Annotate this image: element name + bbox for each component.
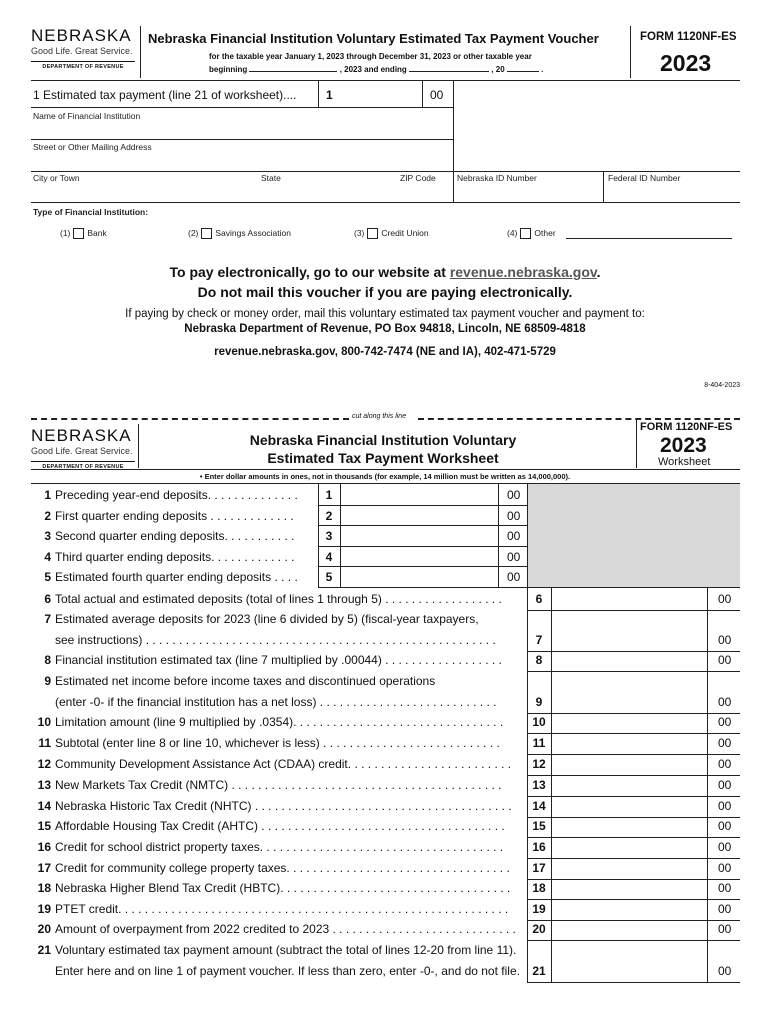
line-cents: 00 [718, 819, 732, 833]
line-text: Amount of overpayment from 2022 credited to 2023 . . . . . . . . . . . . . . . . . . . . . . . . . . . . [55, 922, 516, 936]
line-21-amount-field[interactable] [553, 961, 705, 979]
line-number: 16 [37, 840, 51, 854]
line-text: Voluntary estimated tax payment amount (subtract the total of lines 12-20 from line 11). [55, 943, 517, 957]
line-17-amount-field[interactable] [553, 858, 705, 876]
line-12-amount-field[interactable] [553, 754, 705, 772]
line-text: Total actual and estimated deposits (total of lines 1 through 5) . . . . . . . . . . . . . . . . . . [55, 592, 502, 606]
line-number: 1 [44, 488, 51, 502]
line-box-number: 14 [532, 799, 546, 813]
line-number: 20 [37, 922, 51, 936]
mail-address: Nebraska Department of Revenue, PO Box 94818, Lincoln, NE 68509-4818 [184, 323, 586, 335]
logo [31, 26, 135, 70]
worksheet-line-5 [33, 570, 298, 584]
contact-info: revenue.nebraska.gov, 800-742-7474 (NE and IA), 402-471-5729 [214, 346, 556, 358]
checkbox-credit-union[interactable] [367, 228, 378, 239]
worksheet-line-10 [33, 715, 503, 729]
line-15-amount-field[interactable] [553, 816, 705, 834]
worksheet-title-2: Estimated Tax Payment Worksheet [267, 450, 499, 466]
line-box-number: 21 [532, 964, 546, 978]
worksheet-sub: Worksheet [658, 456, 711, 468]
line-16-amount-field[interactable] [553, 837, 705, 855]
line-cents: 00 [718, 922, 732, 936]
line-text-cont: see instructions) . . . . . . . . . . . . . . . . . . . . . . . . . . . . . . . . . . . . . . . . . . . . . . . . . . . . . [55, 633, 496, 647]
line-text: Preceding year-end deposits. . . . . . . . . . . . . . [55, 488, 298, 502]
line-text: Nebraska Higher Blend Tax Credit (HBTC). . . . . . . . . . . . . . . . . . . . . . . . . . . . . . . . . . . [55, 881, 511, 895]
revenue-link[interactable]: revenue.nebraska.gov [449, 264, 597, 280]
line-4-amount-field[interactable] [342, 547, 496, 565]
line-box-number: 3 [325, 529, 333, 543]
logo-tagline: Good Life. Great Service. [31, 46, 133, 56]
worksheet-line-6 [33, 592, 502, 606]
line-box-number: 2 [325, 509, 333, 523]
street-label: Street or Other Mailing Address [33, 142, 152, 152]
line-text: Subtotal (enter line 8 or line 10, whichever is less) . . . . . . . . . . . . . . . . . . . . . . . . . . . [55, 736, 500, 750]
worksheet-line-1 [33, 488, 298, 502]
worksheet-note: • Enter dollar amounts in ones, not in thousands (for example, 14 million must be written as 14,000,000). [199, 472, 571, 481]
worksheet-line-3 [33, 529, 294, 543]
line-box-number: 6 [535, 592, 543, 606]
worksheet-logo [31, 426, 135, 470]
line-text: Financial institution estimated tax (line 7 multiplied by .00044) . . . . . . . . . . . . . . . . . . [55, 653, 502, 667]
line-box-number: 8 [535, 653, 543, 667]
line-box-number: 15 [532, 819, 546, 833]
voucher-year: 2023 [660, 50, 712, 76]
line-number: 12 [37, 757, 51, 771]
fedid-field[interactable] [608, 184, 738, 200]
city-label: City or Town [33, 173, 80, 183]
line-cents: 00 [718, 715, 732, 729]
name-field[interactable] [33, 122, 451, 138]
line-cents: 00 [507, 509, 521, 523]
worksheet-line-18 [33, 881, 510, 895]
line-cents: 00 [718, 799, 732, 813]
line-number: 19 [37, 902, 51, 916]
voucher-dates: beginning , 2023 and ending , 20 . [209, 65, 544, 74]
checkbox-other[interactable] [520, 228, 531, 239]
line-20-amount-field[interactable] [553, 919, 705, 937]
line-box-number: 17 [532, 861, 546, 875]
line-text: Limitation amount (line 9 multiplied by .0354). . . . . . . . . . . . . . . . . . . . . . . . . . . . . . . . [55, 715, 504, 729]
other-field[interactable] [566, 238, 732, 239]
neid-field[interactable] [457, 184, 599, 200]
line-number: 7 [44, 612, 51, 626]
line-number: 8 [44, 653, 51, 667]
type-credit-union[interactable]: (3) Credit Union [354, 228, 429, 238]
line-number: 14 [37, 799, 51, 813]
line-14-amount-field[interactable] [553, 796, 705, 814]
voucher-form-id: FORM 1120NF-ES [640, 31, 737, 43]
line-box-number: 18 [532, 881, 546, 895]
line-box-number: 19 [532, 902, 546, 916]
end-date-field[interactable] [409, 71, 489, 72]
line-text-cont: (enter -0- if the financial institution has a net loss) . . . . . . . . . . . . . . . . . . . . . . . . . . . [55, 695, 497, 709]
line-cents: 00 [507, 529, 521, 543]
epay-warning: Do not mail this voucher if you are paying electronically. [197, 284, 573, 300]
worksheet-logo-dept: DEPARTMENT OF REVENUE [31, 461, 135, 470]
line-text: New Markets Tax Credit (NMTC) . . . . . . . . . . . . . . . . . . . . . . . . . . . . . . . . . . . . . . . . . [55, 778, 502, 792]
line-number: 11 [38, 736, 51, 750]
worksheet-line-12 [33, 757, 511, 771]
worksheet-line-14 [33, 799, 512, 813]
worksheet-line-21 [33, 943, 516, 957]
worksheet-line-9 [33, 674, 435, 688]
line-number: 4 [44, 550, 51, 564]
worksheet-line-9-cont [33, 695, 497, 709]
line-box-number: 11 [532, 736, 546, 750]
line-text-cont: Enter here and on line 1 of payment voucher. If less than zero, enter -0-, and do not file. [55, 964, 520, 978]
worksheet-title-1: Nebraska Financial Institution Voluntary [249, 432, 517, 448]
line-number: 5 [44, 570, 51, 584]
line-19-amount-field[interactable] [553, 899, 705, 917]
worksheet-logo-wordmark: NEBRASKA [31, 426, 132, 445]
checkbox-bank[interactable] [73, 228, 84, 239]
line-text: Community Development Assistance Act (CDAA) credit. . . . . . . . . . . . . . . . . . . . . . . . . [55, 757, 512, 771]
worksheet-line-8 [33, 653, 502, 667]
neid-label: Nebraska ID Number [457, 173, 537, 183]
line-5-amount-field[interactable] [342, 567, 496, 585]
line-text: Third quarter ending deposits. . . . . . . . . . . . . [55, 550, 295, 564]
worksheet-line-2 [33, 509, 294, 523]
line-number: 10 [37, 715, 51, 729]
worksheet-line-11 [33, 736, 500, 750]
line-box-number: 1 [325, 488, 333, 502]
line-text: PTET credit. . . . . . . . . . . . . . . . . . . . . . . . . . . . . . . . . . . . . . . . . . . . . . . . . . . . . . . . . . . [55, 902, 509, 916]
line-cents: 00 [718, 695, 732, 709]
line-box-number: 4 [325, 550, 333, 564]
checkbox-savings[interactable] [201, 228, 212, 239]
street-field[interactable] [33, 153, 451, 169]
line-cents: 00 [718, 778, 732, 792]
mail-instructions: If paying by check or money order, mail this voluntary estimated tax payment voucher and payment to: [125, 308, 645, 320]
line-2-amount-field[interactable] [342, 506, 496, 524]
line-box-number: 13 [532, 778, 546, 792]
line-cents: 00 [718, 757, 732, 771]
worksheet-line-4 [33, 550, 294, 564]
line-box-number: 9 [535, 695, 543, 709]
line-box-number: 20 [532, 922, 546, 936]
line-box-number: 16 [532, 840, 546, 854]
fedid-label: Federal ID Number [608, 173, 681, 183]
type-savings[interactable]: (2) Savings Association [188, 228, 291, 238]
line-text: Credit for school district property taxes. . . . . . . . . . . . . . . . . . . . . . . . . . . . . . . . . . . . . [55, 840, 504, 854]
worksheet-line-16 [33, 840, 503, 854]
line-7-amount-field[interactable] [553, 630, 705, 648]
line-9-amount-field[interactable] [553, 692, 705, 710]
line1-amount-field[interactable] [340, 81, 422, 106]
worksheet-form-id: FORM 1120NF-ES [640, 421, 733, 433]
worksheet-line-13 [33, 778, 502, 792]
line-number: 15 [37, 819, 51, 833]
line-cents: 00 [718, 840, 732, 854]
end-year-field[interactable] [507, 71, 539, 72]
worksheet-line-15 [33, 819, 505, 833]
line-number: 2 [44, 509, 51, 523]
worksheet-line-20 [33, 922, 516, 936]
line-text: Nebraska Historic Tax Credit (NHTC) . . . . . . . . . . . . . . . . . . . . . . . . . . . . . . . . . . . . . . . [55, 799, 512, 813]
line-cents: 00 [718, 964, 732, 978]
cut-line-label: cut along this line [352, 413, 407, 420]
worksheet-line-17 [33, 861, 510, 875]
line-cents: 00 [718, 736, 732, 750]
line-text: Credit for community college property taxes. . . . . . . . . . . . . . . . . . . . . . . . . . . . . . . . . . [55, 861, 510, 875]
line-box-number: 5 [325, 570, 333, 584]
line-number: 6 [44, 592, 51, 606]
line-8-amount-field[interactable] [553, 650, 705, 668]
line-box-number: 7 [535, 633, 543, 647]
shaded-area [528, 484, 740, 587]
line-number: 17 [37, 861, 51, 875]
worksheet-year: 2023 [660, 434, 707, 457]
line-box-number: 12 [532, 757, 546, 771]
line-text: Affordable Housing Tax Credit (AHTC) . . . . . . . . . . . . . . . . . . . . . . . . . . . . . . . . . . . . . [55, 819, 505, 833]
line-11-amount-field[interactable] [553, 733, 705, 751]
line-cents: 00 [507, 550, 521, 564]
line-number: 9 [44, 674, 51, 688]
worksheet-logo-tagline: Good Life. Great Service. [31, 446, 133, 456]
line-18-amount-field[interactable] [553, 878, 705, 896]
line-cents: 00 [718, 653, 732, 667]
line-3-amount-field[interactable] [342, 526, 496, 544]
line-cents: 00 [718, 881, 732, 895]
type-label: Type of Financial Institution: [33, 207, 149, 217]
line-box-number: 10 [532, 715, 546, 729]
logo-wordmark: NEBRASKA [31, 26, 132, 45]
worksheet-line-7-cont [33, 633, 496, 647]
line1-label: 1 Estimated tax payment (line 21 of worksheet).... [33, 88, 297, 102]
line-number: 13 [37, 778, 51, 792]
type-bank[interactable]: (1) Bank [60, 228, 107, 238]
worksheet-line-21-cont [33, 964, 520, 978]
name-label: Name of Financial Institution [33, 111, 141, 121]
line-cents: 00 [718, 633, 732, 647]
line-cents: 00 [507, 570, 521, 584]
line-number: 21 [37, 943, 51, 957]
line-number: 18 [37, 881, 51, 895]
city-state-zip-field[interactable] [33, 184, 451, 200]
line-cents: 00 [718, 592, 732, 606]
zip-label: ZIP Code [400, 173, 436, 183]
worksheet-line-19 [33, 902, 508, 916]
line-text: Estimated average deposits for 2023 (line 6 divided by 5) (fiscal-year taxpayers, [55, 612, 479, 626]
line-6-amount-field[interactable] [553, 589, 705, 607]
line-cents: 00 [507, 488, 521, 502]
line-text: Estimated fourth quarter ending deposits . . . . [55, 570, 298, 584]
line1-box-number: 1 [326, 88, 333, 102]
line-10-amount-field[interactable] [553, 712, 705, 730]
line-text: Second quarter ending deposits. . . . . . . . . . . [55, 529, 295, 543]
line-cents: 00 [718, 861, 732, 875]
line-text: First quarter ending deposits . . . . . . . . . . . . . [55, 509, 294, 523]
type-other[interactable]: (4) Other [507, 228, 556, 238]
line1-cents: 00 [430, 88, 444, 102]
state-label: State [261, 173, 281, 183]
line-1-amount-field[interactable] [342, 485, 496, 503]
line-13-amount-field[interactable] [553, 775, 705, 793]
begin-date-field[interactable] [249, 71, 337, 72]
worksheet-line-7 [33, 612, 479, 626]
line-cents: 00 [718, 902, 732, 916]
epay-line: To pay electronically, go to our website at revenue.nebraska.gov. [169, 264, 601, 280]
form-code: 8-404-2023 [704, 382, 740, 389]
voucher-period: for the taxable year January 1, 2023 through December 31, 2023 or other taxable year [209, 52, 532, 61]
logo-dept: DEPARTMENT OF REVENUE [31, 61, 135, 70]
line-number: 3 [44, 529, 51, 543]
voucher-title: Nebraska Financial Institution Voluntary Estimated Tax Payment Voucher [148, 31, 599, 46]
line-text: Estimated net income before income taxes and discontinued operations [55, 674, 436, 688]
